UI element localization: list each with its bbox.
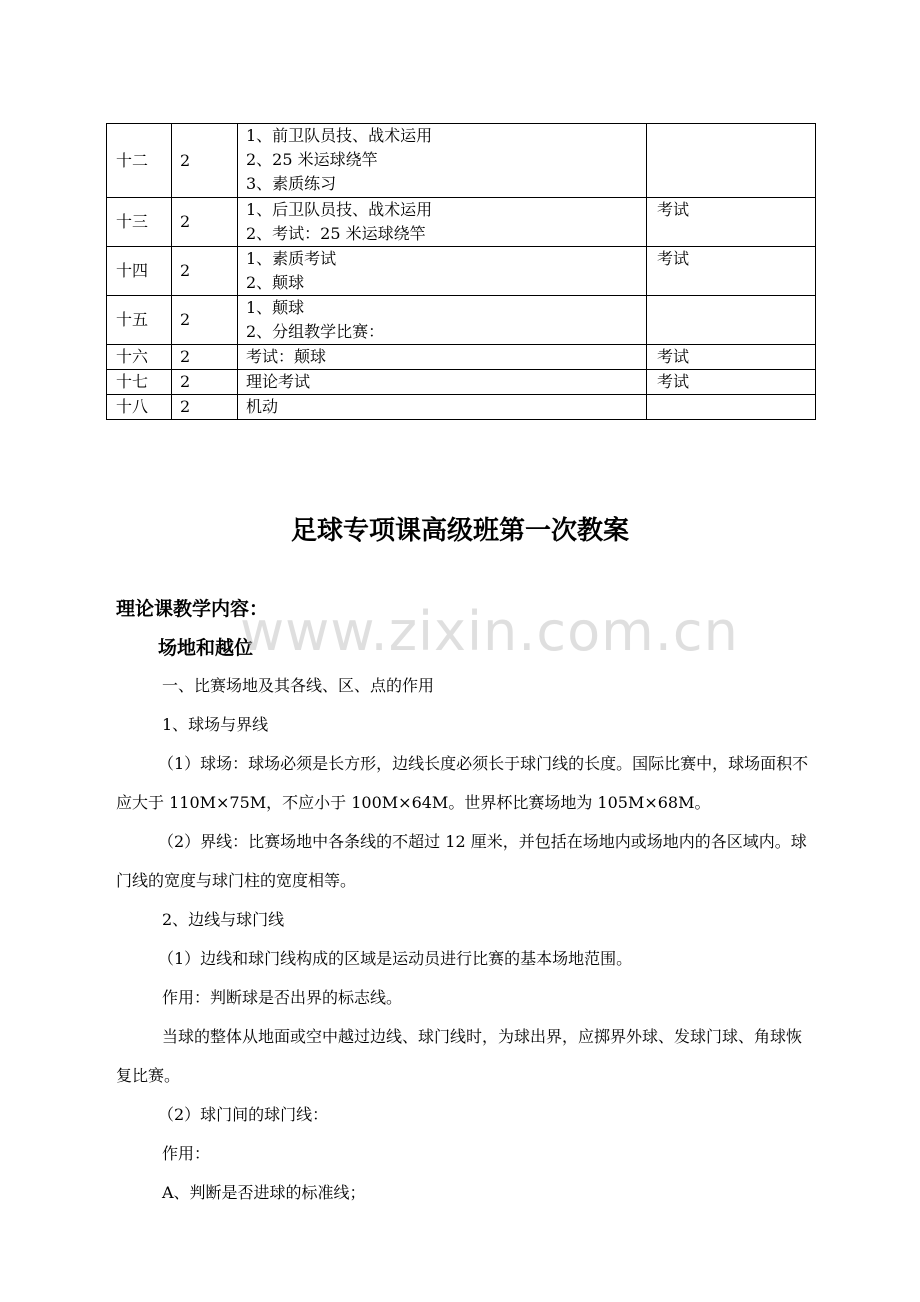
content-line: 1、颠球 — [246, 298, 305, 317]
week-cell: 十三 — [107, 198, 172, 247]
week-cell: 十四 — [107, 247, 172, 296]
content-cell — [238, 296, 647, 345]
week-cell: 十二 — [107, 124, 172, 198]
content-cell — [238, 198, 647, 247]
body-paragraph: （2）界线：比赛场地中各条线的不超过 12 厘米，并包括在场地内或场地内的各区域内。球门线的宽度与球门柱的宽度相等。 — [116, 832, 807, 890]
body-paragraph: （2）球门间的球门线： — [158, 1105, 329, 1124]
body-paragraph: 一、比赛场地及其各线、区、点的作用 — [162, 676, 435, 695]
schedule-row — [107, 345, 816, 370]
body-paragraph: （1）球场：球场必须是长方形，边线长度必须长于球门线的长度。国际比赛中，球场面积不应大于 110M×75M，不应小于 100M×64M。世界杯比赛场地为 105M×68M。 — [116, 754, 809, 812]
schedule-row — [107, 198, 816, 247]
hours-cell: 2 — [172, 247, 238, 296]
note-cell: 考试 — [647, 370, 816, 395]
section-heading: 理论课教学内容： — [116, 598, 269, 620]
week-cell: 十七 — [107, 370, 172, 395]
content-cell — [238, 247, 647, 296]
hours-cell: 2 — [172, 345, 238, 370]
body-paragraph: A、判断是否进球的标准线； — [162, 1183, 366, 1202]
content-cell — [238, 124, 647, 198]
note-cell: 考试 — [647, 345, 816, 370]
body-paragraph: 当球的整体从地面或空中越过边线、球门线时，为球出界，应掷界外球、发球门球、角球恢复比赛。 — [116, 1027, 803, 1085]
subsection-heading: 场地和越位 — [158, 637, 254, 659]
schedule-row — [107, 296, 816, 345]
body-paragraph: 作用：判断球是否出界的标志线。 — [162, 988, 403, 1007]
body-paragraph: （1）边线和球门线构成的区域是运动员进行比赛的基本场地范围。 — [158, 949, 633, 968]
content-line: 1、前卫队员技、战术运用 — [246, 126, 433, 145]
content-line: 机动 — [246, 397, 279, 416]
watermark: www.zixin.com.cn — [240, 600, 739, 663]
content-line: 1、素质考试 — [246, 249, 337, 268]
hours-cell: 2 — [172, 296, 238, 345]
schedule-row — [107, 124, 816, 198]
body-paragraph: 作用： — [162, 1144, 211, 1163]
week-cell: 十六 — [107, 345, 172, 370]
note-cell — [647, 296, 816, 345]
content-line: 1、后卫队员技、战术运用 — [246, 200, 433, 219]
content-line: 理论考试 — [246, 372, 311, 391]
document-title: 足球专项课高级班第一次教案 — [290, 516, 629, 546]
content-line: 2、颠球 — [246, 273, 305, 292]
week-cell: 十八 — [107, 395, 172, 420]
hours-cell: 2 — [172, 370, 238, 395]
note-cell: 考试 — [647, 198, 816, 247]
content-line: 2、考试：25 米运球绕竿 — [246, 224, 426, 243]
schedule-row — [107, 370, 816, 395]
note-cell — [647, 395, 816, 420]
week-cell: 十五 — [107, 296, 172, 345]
content-line: 考试：颠球 — [246, 347, 327, 366]
content-cell — [238, 345, 647, 370]
content-cell — [238, 395, 647, 420]
schedule-row — [107, 395, 816, 420]
hours-cell: 2 — [172, 124, 238, 198]
content-line: 2、25 米运球绕竿 — [246, 150, 378, 169]
content-line: 2、分组教学比赛： — [246, 322, 385, 341]
note-cell — [647, 124, 816, 198]
content-cell — [238, 370, 647, 395]
content-line: 3、素质练习 — [246, 174, 337, 193]
schedule-table — [106, 123, 816, 420]
schedule-row — [107, 247, 816, 296]
body-paragraph: 2、边线与球门线 — [162, 910, 285, 929]
body-paragraph: 1、球场与界线 — [162, 715, 269, 734]
note-cell: 考试 — [647, 247, 816, 296]
hours-cell: 2 — [172, 198, 238, 247]
hours-cell: 2 — [172, 395, 238, 420]
